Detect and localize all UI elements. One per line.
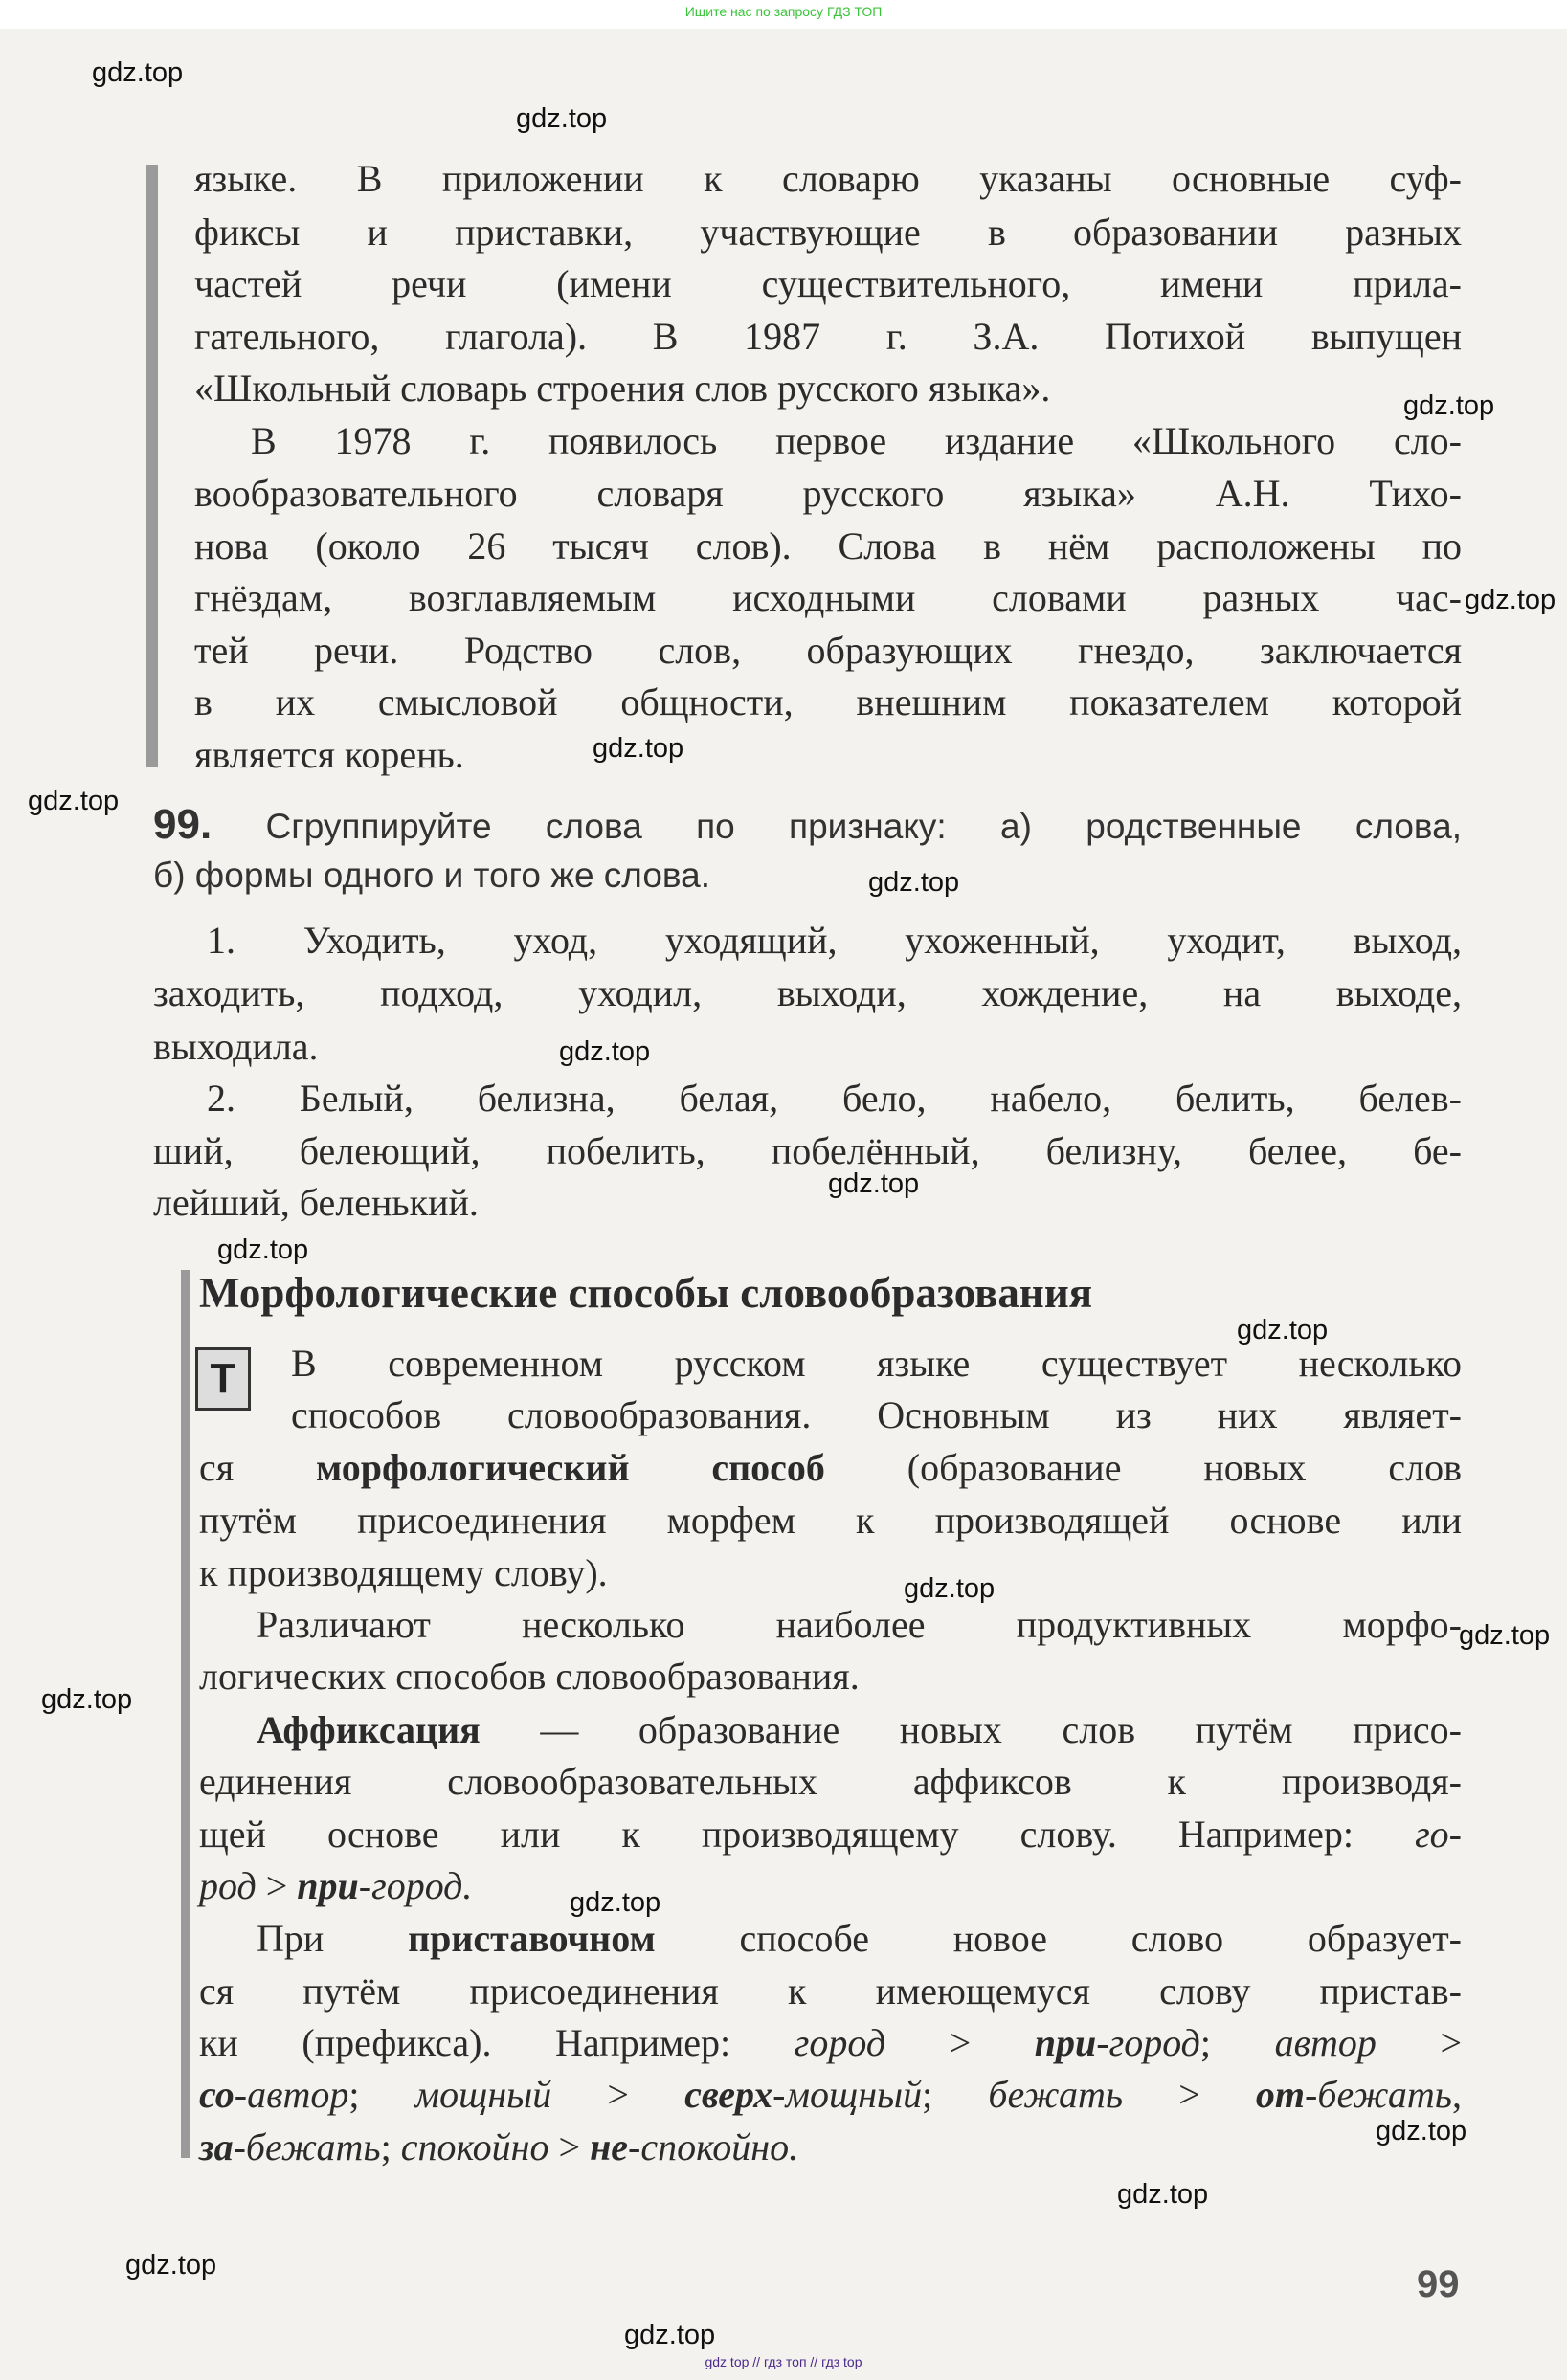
watermark: gdz.top [624,2320,716,2350]
text-run: 2. Белый, белизна, белая, бело, набело, белить, белев- [207,1077,1462,1120]
text-line [251,417,1462,465]
text-line [257,1706,1462,1754]
text-run: является корень. [194,733,464,776]
text-run: Сгруппируйте слова по признаку: а) родственные слова, [212,807,1462,846]
text-run: путём присоединения морфем к производящей основе или [199,1499,1462,1542]
text-run: ки (префикса). Например: [199,2021,795,2064]
bottom-banner: gdz top // гдз топ // гдз top [705,2354,862,2369]
text-run: > [1376,2021,1462,2064]
watermark: gdz.top [1465,585,1556,615]
text-line [199,1862,1462,1910]
emphasized-term: -мощный [772,2073,923,2116]
watermark: gdz.top [1459,1620,1551,1651]
emphasized-term: за [199,2125,234,2169]
emphasized-term: -бежать [233,2125,381,2169]
text-run: ; [348,2073,415,2116]
text-line [291,1340,1462,1388]
text-run: Морфологические способы словообразования [199,1269,1093,1317]
watermark: gdz.top [868,867,960,898]
watermark: gdz.top [904,1573,996,1604]
text-line [194,678,1462,726]
emphasized-term: сверх [684,2073,773,2116]
text-line [207,1075,1462,1123]
text-run: языке. В приложении к словарю указаны основные суф- [194,157,1462,200]
text-run: — образование новых слов путём присо- [480,1708,1462,1751]
text-line [194,574,1462,622]
text-line [153,1179,1462,1227]
emphasized-term: род [199,1864,257,1907]
text-run: в их смысловой общности, внешним показателем которой [194,680,1462,723]
text-run: > [551,2073,685,2116]
emphasized-term: -спокойно. [628,2125,799,2169]
emphasized-term: бежать [988,2073,1124,2116]
text-run: (образование новых слов [824,1446,1462,1489]
watermark: gdz.top [1117,2179,1209,2210]
text-run: к производящему слову). [199,1551,608,1594]
text-line [199,2124,1462,2171]
text-line [199,1497,1462,1545]
text-line [199,1968,1462,2015]
watermark: gdz.top [516,103,608,134]
watermark: gdz.top [1237,1315,1329,1346]
watermark: gdz.top [28,786,120,816]
text-run: ; [1199,2021,1275,2064]
emphasized-term: -автор [234,2073,349,2116]
text-run: лейший, беленький. [153,1181,479,1224]
watermark: gdz.top [593,733,684,764]
exercise-task-line [153,801,1462,849]
watermark: gdz.top [828,1168,920,1199]
text-run: , [1451,2073,1462,2116]
text-run: вообразовательного словаря русского языка» А.Н. Тихо- [194,472,1462,515]
text-line [194,209,1462,256]
watermark: gdz.top [92,57,184,88]
text-line [257,1915,1462,1963]
page-number: 99 [1417,2263,1460,2305]
emphasized-term: город [794,2021,886,2064]
text-run: ся [199,1446,317,1489]
text-line [257,1601,1462,1649]
emphasized-term: приставочном [408,1917,656,1960]
text-line [194,155,1462,203]
text-run: ; [380,2125,401,2169]
text-run: 1. Уходить, уход, уходящий, ухоженный, уходит, выход, [207,919,1462,962]
exercise-number: 99. [153,801,213,848]
section-heading [199,1269,1462,1317]
text-run: В современном русском языке существует несколько [291,1342,1462,1385]
text-line [194,260,1462,308]
emphasized-term: спокойно [400,2125,549,2169]
text-line [153,969,1462,1017]
emphasized-term: автор [1274,2021,1377,2064]
text-line [199,2071,1462,2119]
text-run: единения словообразовательных аффиксов к производя- [199,1760,1462,1803]
margin-bar [181,1270,190,2158]
search-hint-banner: Ищите нас по запросу ГДЗ ТОП [684,4,883,19]
watermark: gdz.top [1403,390,1495,421]
text-line [194,627,1462,675]
text-run: Различают несколько наиболее продуктивных морфо- [257,1603,1462,1646]
text-run: способов словообразования. Основным из них являет- [291,1393,1462,1436]
text-line [153,1127,1462,1175]
text-line [199,1444,1462,1492]
text-run: «Школьный словарь строения слов русского языка». [194,367,1051,410]
text-line [291,1391,1462,1439]
text-line [199,1758,1462,1806]
emphasized-term: при [297,1864,359,1907]
text-line [199,1653,1462,1701]
watermark: gdz.top [559,1036,651,1067]
watermark: gdz.top [1376,2116,1467,2146]
text-run: тей речи. Родство слов, образующих гнездо, заключается [194,629,1462,672]
emphasized-term: морфологический способ [316,1446,825,1489]
text-line [199,1811,1462,1858]
watermark: gdz.top [125,2250,217,2280]
emphasized-term: -бежать [1305,2073,1452,2116]
emphasized-term: мощный [414,2073,552,2116]
text-run: нова (около 26 тысяч слов). Слова в нём расположены по [194,524,1462,567]
theory-marker-icon: Т [195,1347,251,1411]
text-run: > [1123,2073,1256,2116]
text-run: При [257,1917,409,1960]
watermark: gdz.top [570,1887,661,1918]
text-run: ; [922,2073,989,2116]
text-run: гательного, глагола). В 1987 г. З.А. Потихой выпущен [194,315,1462,358]
emphasized-term: не [590,2125,629,2169]
text-run: выходила. [153,1025,319,1068]
watermark: gdz.top [41,1684,133,1715]
emphasized-term: -город. [358,1864,473,1907]
text-line [194,731,1462,779]
text-run: > [256,1864,298,1907]
text-run: б) формы одного и того же слова. [153,856,710,895]
margin-bar [146,165,158,767]
text-run: ший, белеющий, побелить, побелённый, белизну, белее, бе- [153,1129,1462,1172]
text-line [194,365,1462,412]
text-line [153,1023,1462,1071]
watermark: gdz.top [217,1234,309,1265]
text-line [207,917,1462,965]
text-line [194,470,1462,518]
text-run: щей основе или к производящему слову. Например: [199,1813,1416,1856]
text-run: частей речи (имени существительного, имени прила- [194,262,1462,305]
emphasized-term: го- [1415,1813,1462,1856]
text-run: способе новое слово образует- [655,1917,1462,1960]
exercise-task-line [153,852,1462,900]
text-run: > [885,2021,1035,2064]
text-run: гнёздам, возглавляемым исходными словами разных час- [194,576,1462,619]
text-line [194,313,1462,361]
text-run: логических способов словообразования. [199,1655,860,1698]
text-run: > [548,2125,591,2169]
emphasized-term: со [199,2073,235,2116]
text-line [194,523,1462,570]
text-run: заходить, подход, уходил, выходи, хождение, на выходе, [153,971,1462,1014]
emphasized-term: -город [1096,2021,1200,2064]
text-run: В 1978 г. появилось первое издание «Школьного сло- [251,419,1462,462]
text-run: ся путём присоединения к имеющемуся слову пристав- [199,1969,1462,2013]
text-line [199,1549,1462,1597]
text-line [199,2019,1462,2067]
text-run: фиксы и приставки, участвующие в образовании разных [194,211,1462,254]
emphasized-term: от [1255,2073,1306,2116]
emphasized-term: Аффиксация [257,1708,481,1751]
emphasized-term: при [1034,2021,1097,2064]
